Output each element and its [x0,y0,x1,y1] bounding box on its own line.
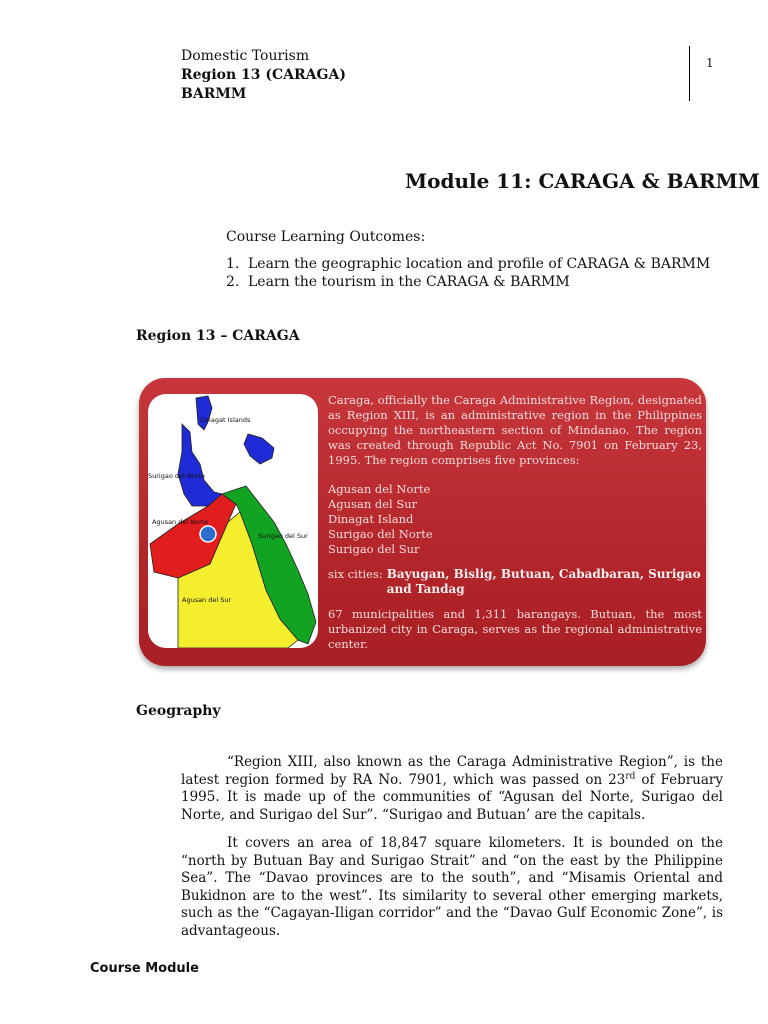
map-label-surigao-norte: Surigao del Norte [148,472,205,480]
map-label-agusan-norte: Agusan del Norte [152,518,209,526]
outcomes-list [226,255,710,291]
province-item: Agusan del Norte [328,482,431,496]
region-heading: Region 13 – CARAGA [136,328,300,344]
geo-p1-b: of February 1995. It is made up of the communities of “Agusan del Norte, Surigao del Norte, and Surigao del Sur”. “Surigao and Butuan’ are the capitals. [181,771,723,823]
map-label-dinagat: Dinagat Islands [200,416,251,424]
header-region: Region 13 (CARAGA) [181,67,346,83]
caraga-map-svg [148,394,318,648]
module-title: Module 11: CARAGA & BARMM [405,169,760,193]
cities-line [328,567,702,597]
footer-label: Course Module [90,961,199,976]
map-dinagat-islands [196,396,212,430]
map-surigao-del-norte [178,424,222,506]
header-course: Domestic Tourism [181,48,310,64]
province-item: Surigao del Sur [328,542,420,556]
outcomes-heading: Course Learning Outcomes: [226,229,426,245]
caraga-info-card [139,378,706,666]
outcome-text: Learn the tourism in the CARAGA & BARMM [248,274,570,290]
province-item: Surigao del Norte [328,527,433,541]
header-barmm: BARMM [181,86,247,102]
cities-value: Bayugan, Bislig, Butuan, Cabadbaran, Surigao and Tandag [386,567,701,596]
outcome-number: 1. [226,256,240,272]
page-number: 1 [706,56,714,70]
geo-p1-a: “Region XIII, also known as the Caraga Administrative Region”, is the latest region formed by RA No. 7901, which was passed on 23 [181,754,723,788]
card-intro: Caraga, officially the Caraga Administrative Region, designated as Region XIII, is an administrative region in the Philippines occupying the northeastern section of Mindanao. The region was created through Republic Act No. 7901 on February 23, 1995. The region comprises five provinces: [328,393,702,467]
outcome-item [226,273,710,291]
province-item: Dinagat Island [328,512,414,526]
caraga-map [148,394,318,648]
map-label-surigao-sur: Surigao del Sur [258,532,308,540]
outcome-number: 2. [226,274,240,290]
header-divider [689,46,690,101]
geography-paragraph-1 [181,754,723,824]
geo-p2: It covers an area of 18,847 square kilometers. It is bounded on the “north by Butuan Bay and Surigao Strait” and “on the east by the Philippine Sea”. The “Davao provinces are to the south”, and “Misamis Oriental and Bukidnon are to the west”. Its similarity to several other emerging markets, such as the “Cagayan-Iligan corridor” and the “Davao Gulf Economic Zone”, is advantageous. [181,835,723,939]
seal-icon [200,526,216,542]
geography-paragraph-2 [181,835,723,940]
card-text [328,393,702,652]
outcome-text: Learn the geographic location and profile of CARAGA & BARMM [248,256,711,272]
geography-heading: Geography [136,703,221,719]
map-siargao [244,434,274,464]
municipalities-text: 67 municipalities and 1,311 barangays. Butuan, the most urbanized city in Caraga, serves as the regional administrative center. [328,607,702,651]
cities-label: six cities: [328,567,383,581]
outcome-item [226,255,710,273]
document-header [181,47,346,104]
province-item: Agusan del Sur [328,497,418,511]
map-label-agusan-sur: Agusan del Sur [182,596,232,604]
geo-p1-sup: rd [625,771,636,781]
